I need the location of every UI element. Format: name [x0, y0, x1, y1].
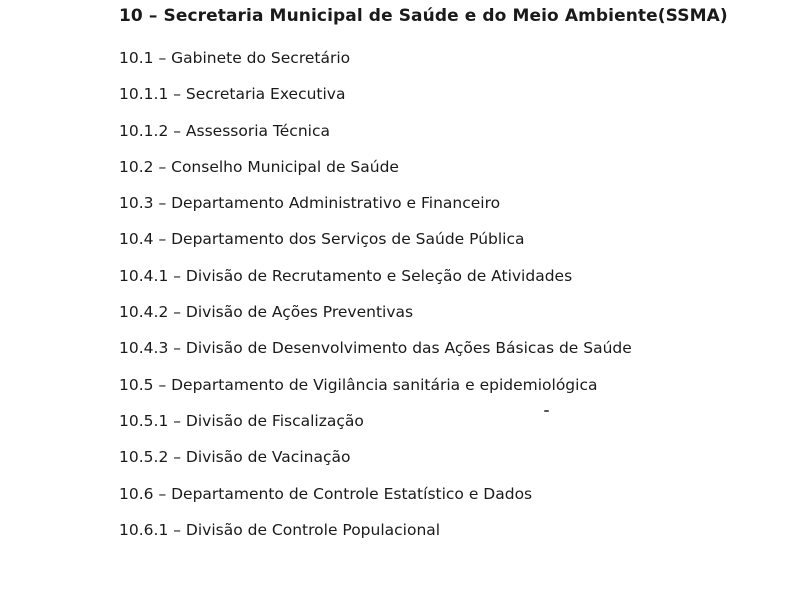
list-item: 10.4.1 – Divisão de Recrutamento e Seleção de Atividades: [119, 266, 573, 285]
list-item: 10.4.2 – Divisão de Ações Preventivas: [119, 303, 414, 322]
section-heading: 10 – Secretaria Municipal de Saúde e do Meio Ambiente(SSMA): [119, 6, 728, 26]
list-item: 10.6 – Departamento de Controle Estatístico e Dados: [119, 484, 533, 503]
list-item: 10.4 – Departamento dos Serviços de Saúde Pública: [119, 230, 525, 249]
list-item: 10.2 – Conselho Municipal de Saúde: [119, 157, 399, 176]
list-item: 10.1.2 – Assessoria Técnica: [119, 121, 330, 140]
list-item: 10.5.1 – Divisão de Fiscalização: [119, 411, 364, 430]
org-structure-list: [119, 44, 632, 552]
list-item: 10.3 – Departamento Administrativo e Financeiro: [119, 194, 501, 213]
scan-speck: [544, 410, 549, 412]
list-item: 10.6.1 – Divisão de Controle Populacional: [119, 520, 441, 539]
list-item: 10.4.3 – Divisão de Desenvolvimento das Ações Básicas de Saúde: [119, 339, 632, 358]
list-item: 10.1.1 – Secretaria Executiva: [119, 85, 346, 104]
list-item: 10.1 – Gabinete do Secretário: [119, 49, 351, 67]
list-item: 10.5.2 – Divisão de Vacinação: [119, 448, 351, 467]
list-item: 10.5 – Departamento de Vigilância sanitária e epidemiológica: [119, 375, 598, 394]
